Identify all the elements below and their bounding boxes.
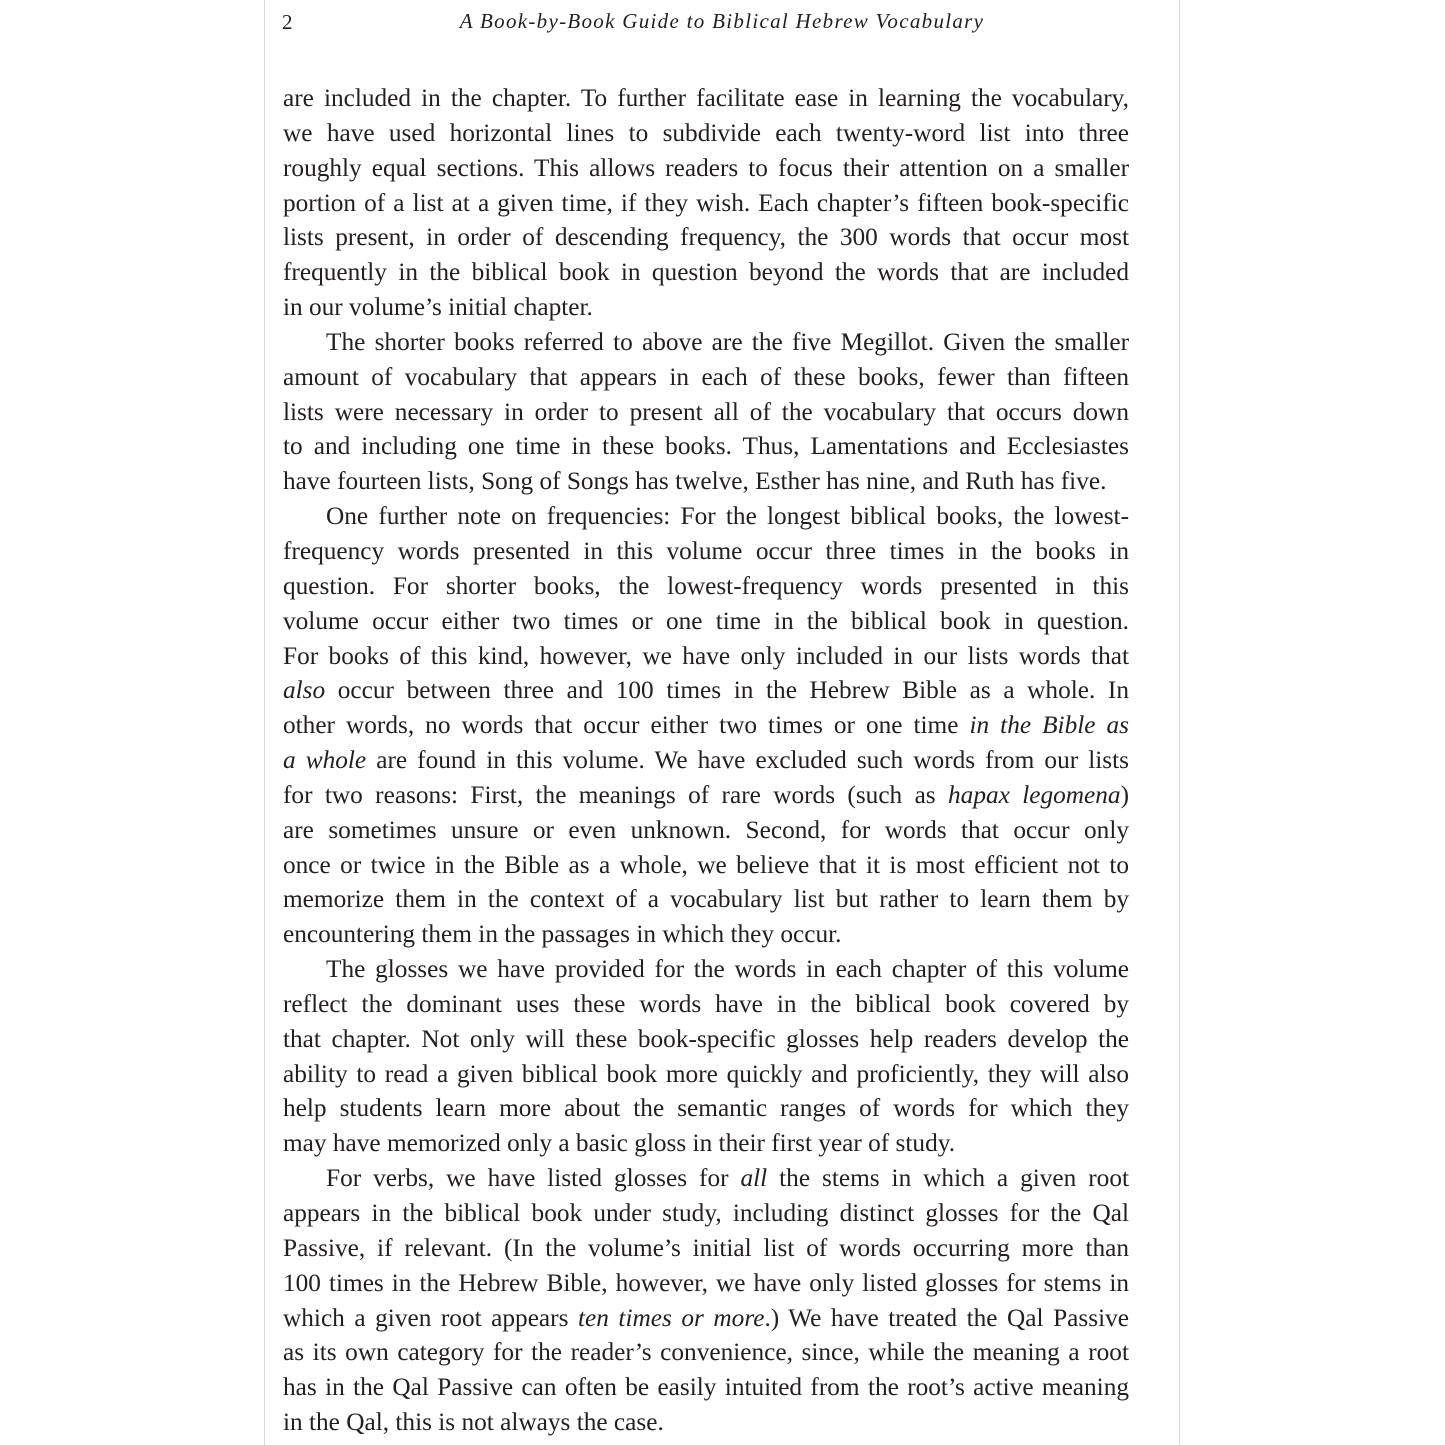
- running-head: [265, 8, 1179, 38]
- text-line: portion of a list at a given time, if they wish. Each chapter’s fifteen book-specific: [283, 188, 1129, 217]
- text-line: Passive, if relevant. (In the volume’s initial list of words occurring more than: [283, 1233, 1129, 1262]
- italic-text: hapax legomena: [948, 780, 1121, 809]
- text-line: [283, 708, 1129, 743]
- text-run: occur between three and 100 times in the Hebrew Bible as a whole. In: [325, 676, 1129, 705]
- text-line: may have memorized only a basic gloss in their first year of study.: [283, 1129, 956, 1158]
- text-line: memorize them in the context of a vocabulary list but rather to learn them by: [283, 885, 1129, 914]
- text-line: that chapter. Not only will these book-specific glosses help readers develop the: [283, 1024, 1129, 1053]
- text-line: [283, 1301, 1129, 1336]
- text-line: [283, 778, 1129, 813]
- text-run: which a given root appears: [283, 1303, 578, 1332]
- italic-text: also: [283, 676, 326, 705]
- text-line: appears in the biblical book under study, including distinct glosses for the Qal: [283, 1199, 1129, 1227]
- text-line: [283, 673, 1129, 708]
- text-run: are found in this volume. We have excluded such words from our lists: [366, 746, 1129, 775]
- text-run: the stems in which a given root: [767, 1164, 1129, 1193]
- text-line: The shorter books referred to above are the five Megillot. Given the smaller: [326, 327, 1129, 356]
- text-run: other words, no words that occur either two times or one time: [283, 711, 970, 740]
- text-line: One further note on frequencies: For the longest biblical books, the lowest-: [326, 502, 1129, 531]
- text-line: frequency words presented in this volume occur three times in the books in: [283, 536, 1129, 565]
- page-number: 2: [282, 10, 293, 34]
- text-line: to and including one time in these books. Thus, Lamentations and Ecclesiastes: [283, 432, 1129, 461]
- text-run: for two reasons: First, the meanings of rare words (such as: [283, 780, 949, 809]
- book-page: [264, 0, 1180, 1445]
- text-line: lists present, in order of descending frequency, the 300 words that occur most: [283, 223, 1129, 252]
- text-line: in the Qal, this is not always the case.: [283, 1408, 664, 1437]
- text-line: we have used horizontal lines to subdivide each twenty-word list into three: [283, 118, 1129, 147]
- text-line: lists were necessary in order to present all of the vocabulary that occurs down: [283, 397, 1129, 426]
- text-line: 100 times in the Hebrew Bible, however, we have only listed glosses for stems in: [283, 1268, 1129, 1297]
- text-line: roughly equal sections. This allows readers to focus their attention on a smaller: [283, 153, 1129, 182]
- text-line: For books of this kind, however, we have only included in our lists words that: [283, 641, 1129, 670]
- text-run: .) We have treated the Qal Passive: [764, 1303, 1129, 1332]
- text-line: help students learn more about the semantic ranges of words for which they: [283, 1094, 1129, 1123]
- paragraph: [283, 499, 1129, 952]
- body-text: [283, 81, 1129, 1440]
- paragraph: [283, 81, 1129, 325]
- text-line: amount of vocabulary that appears in each of these books, fewer than fifteen: [283, 362, 1129, 391]
- text-line: are included in the chapter. To further facilitate ease in learning the vocabulary,: [283, 84, 1129, 112]
- text-line: reflect the dominant uses these words have in the biblical book covered by: [283, 989, 1129, 1018]
- italic-text: all: [740, 1164, 768, 1193]
- paragraph: [283, 325, 1129, 499]
- italic-text: ten times or more: [577, 1303, 765, 1332]
- text-line: have fourteen lists, Song of Songs has twelve, Esther has nine, and Ruth has five.: [283, 467, 1107, 496]
- running-title: A Book-by-Book Guide to Biblical Hebrew Vocabulary: [459, 9, 985, 33]
- text-run: ): [1120, 780, 1129, 809]
- text-line: are sometimes unsure or even unknown. Second, for words that occur only: [283, 815, 1129, 844]
- text-line: frequently in the biblical book in question beyond the words that are included: [283, 258, 1129, 287]
- italic-text: in the Bible as: [969, 711, 1129, 740]
- text-line: The glosses we have provided for the words in each chapter of this volume: [326, 955, 1129, 984]
- text-line: encountering them in the passages in which they occur.: [283, 920, 842, 949]
- text-line: [283, 743, 1129, 778]
- paragraph: [283, 952, 1129, 1161]
- text-line: in our volume’s initial chapter.: [283, 293, 593, 322]
- text-line: question. For shorter books, the lowest-frequency words presented in this: [283, 571, 1129, 600]
- paragraph: [283, 1161, 1129, 1440]
- text-line: as its own category for the reader’s convenience, since, while the meaning a root: [283, 1338, 1129, 1367]
- text-line: ability to read a given biblical book more quickly and proficiently, they will also: [283, 1059, 1129, 1088]
- text-line: once or twice in the Bible as a whole, we believe that it is most efficient not to: [283, 850, 1129, 879]
- text-line: volume occur either two times or one time in the biblical book in question.: [283, 606, 1129, 635]
- text-run: For verbs, we have listed glosses for: [326, 1164, 741, 1193]
- text-line: has in the Qal Passive can often be easily intuited from the root’s active meaning: [283, 1373, 1129, 1402]
- italic-text: a whole: [283, 746, 367, 775]
- text-line: [283, 1161, 1129, 1196]
